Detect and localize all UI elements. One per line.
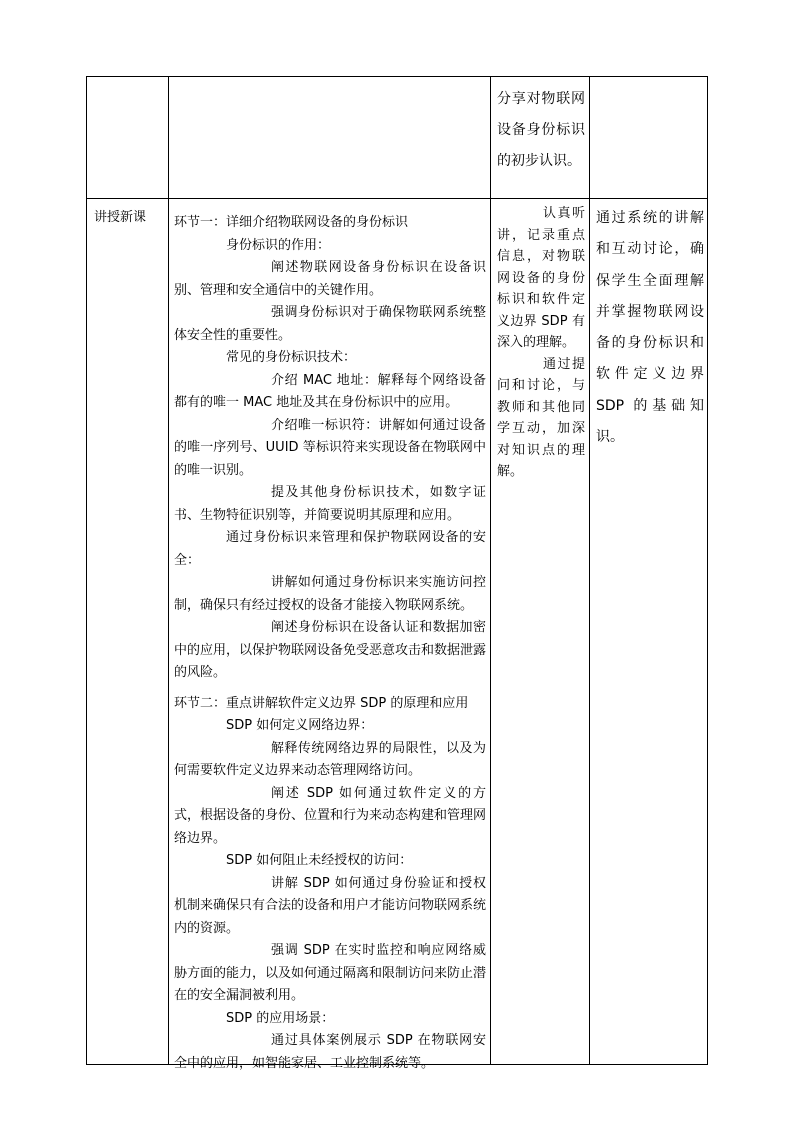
paragraph-gap — [174, 685, 486, 693]
content-paragraph: 强调 SDP 在实时监控和响应网络威胁方面的能力，以及如何通过隔离和限制访问来防止潜在的安全漏洞被利用。 — [174, 943, 487, 1003]
student-activity-paragraph: 认真听讲，记录重点信息，对物联网设备的身份标识和软件定义边界 SDP 有深入的理解。 — [497, 206, 585, 350]
table-right-border — [707, 76, 708, 1064]
content-paragraph: 解释传统网络边界的局限性，以及为何需要软件定义边界来动态管理网络访问。 — [174, 740, 486, 778]
row2-design-intent: 通过系统的讲解和互动讨论，确保学生全面理解并掌握物联网设备的身份标识和软件定义边界 SDP 的基础知识。 — [596, 210, 704, 446]
content-paragraph: 环节二：重点讲解软件定义边界 SDP 的原理和应用 — [174, 695, 469, 711]
row2-stage-label: 讲授新课 — [94, 210, 147, 225]
content-paragraph: 介绍 MAC 地址：解释每个网络设备都有的唯一 MAC 地址及其在身份标识中的应用。 — [174, 372, 486, 410]
content-paragraph: SDP 如何阻止未经授权的访问： — [226, 853, 413, 868]
content-paragraph: 通过具体案例展示 SDP 在物联网安全中的应用，如智能家居、工业控制系统等。 — [174, 1033, 486, 1071]
column-divider-1 — [168, 76, 169, 1064]
table-top-border — [86, 76, 708, 77]
content-paragraph: 阐述 SDP 如何通过软件定义的方式，根据设备的身份、位置和行为来动态构建和管理网络边界。 — [174, 785, 487, 846]
content-paragraph: 通过身份标识来管理和保护物联网设备的安全： — [174, 530, 486, 568]
row-divider — [86, 198, 708, 199]
content-paragraph: SDP 如何定义网络边界： — [226, 718, 374, 733]
content-paragraph: 强调身份标识对于确保物联网系统整体安全性的重要性。 — [174, 305, 486, 343]
content-paragraph: 讲解 SDP 如何通过身份验证和授权机制来确保只有合法的设备和用户才能访问物联网系统内的资源。 — [174, 875, 487, 936]
column-divider-2 — [490, 76, 491, 1064]
content-paragraph: 介绍唯一标识符：讲解如何通过设备的唯一序列号、UUID 等标识符来实现设备在物联网中的唯一识别。 — [174, 417, 486, 478]
content-paragraph: 身份标识的作用： — [226, 237, 331, 253]
content-paragraph: SDP 的应用场景： — [226, 1010, 335, 1026]
row2-teaching-content — [174, 212, 486, 1075]
row2-student-activity — [497, 203, 585, 483]
content-paragraph: 常见的身份标识技术： — [226, 350, 357, 365]
column-divider-3 — [589, 76, 590, 1064]
content-paragraph: 阐述身份标识在设备认证和数据加密中的应用，以保护物联网设备免受恶意攻击和数据泄露的风险。 — [174, 620, 487, 680]
row1-student-activity: 分享对物联网设备身份标识的初步认识。 — [497, 91, 585, 169]
student-activity-paragraph: 通过提问和讨论，与教师和其他同学互动，加深对知识点的理解。 — [497, 356, 585, 479]
table-left-border — [86, 76, 87, 1064]
content-paragraph: 讲解如何通过身份标识来实施访问控制，确保只有经过授权的设备才能接入物联网系统。 — [174, 575, 486, 613]
content-paragraph: 阐述物联网设备身份标识在设备识别、管理和安全通信中的关键作用。 — [174, 260, 486, 298]
content-paragraph: 环节一：详细介绍物联网设备的身份标识 — [174, 215, 409, 230]
content-paragraph: 提及其他身份标识技术，如数字证书、生物特征识别等，并简要说明其原理和应用。 — [174, 485, 486, 523]
